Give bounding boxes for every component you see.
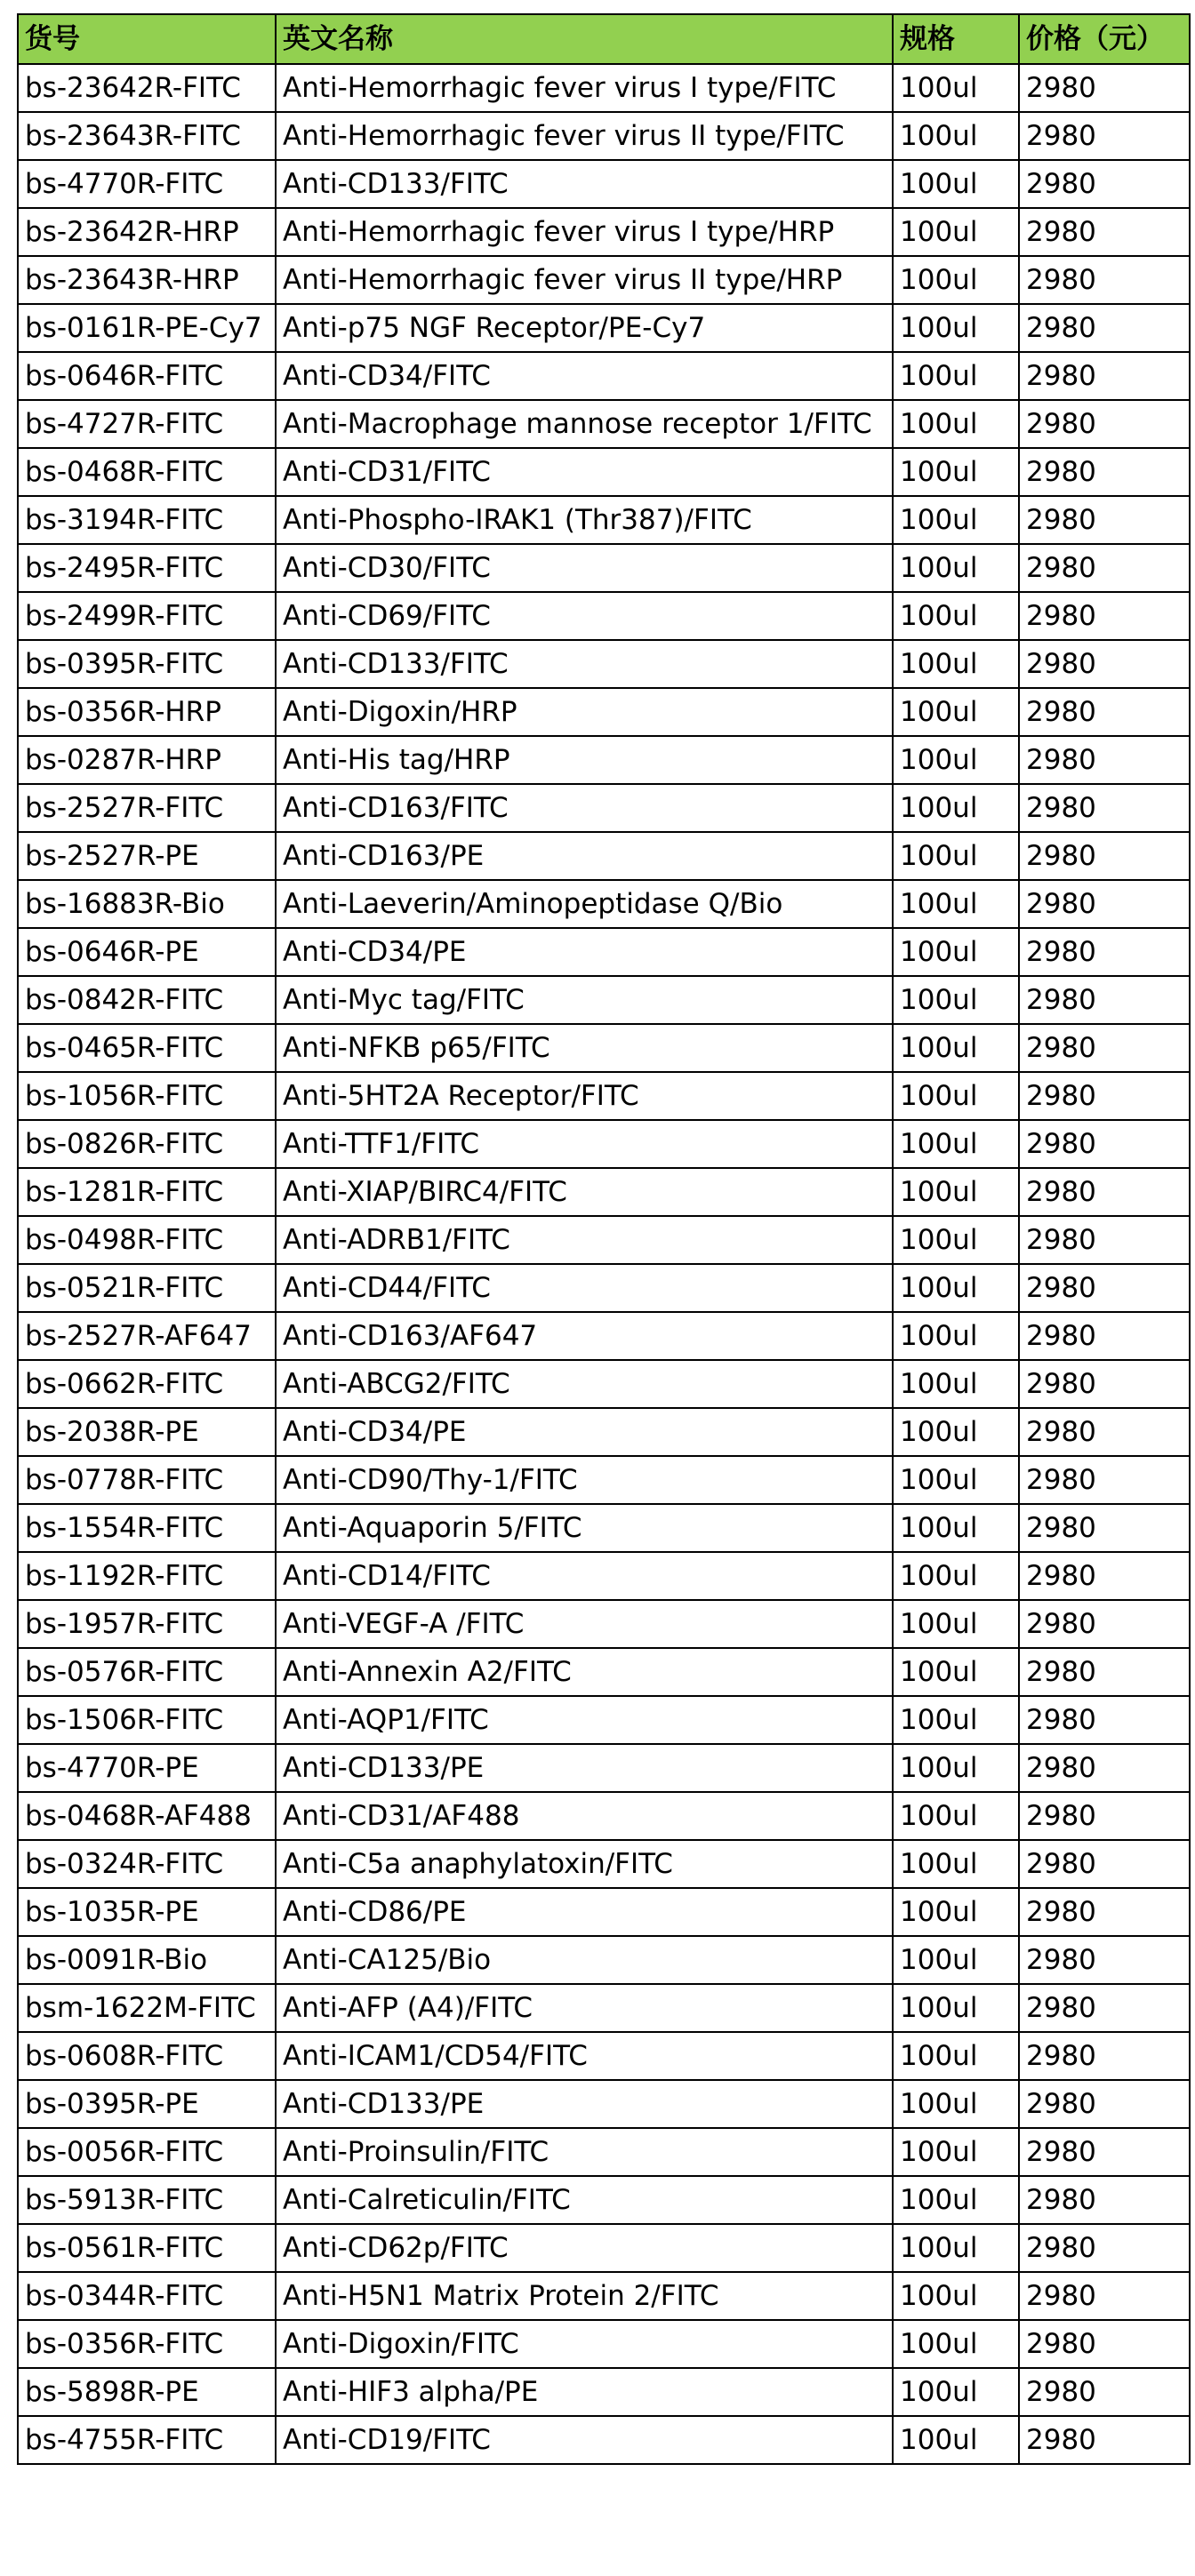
cell-catalog-number: bs-0561R-FITC: [18, 2224, 276, 2272]
table-row: [18, 2224, 1190, 2272]
cell-english-name: Anti-TTF1/FITC: [276, 1120, 893, 1168]
cell-specification: 100ul: [893, 1312, 1019, 1360]
cell-price: 2980: [1019, 1120, 1190, 1168]
cell-english-name: Anti-Hemorrhagic fever virus I type/FITC: [276, 64, 893, 112]
table-row: [18, 208, 1190, 256]
cell-english-name: Anti-5HT2A Receptor/FITC: [276, 1072, 893, 1120]
cell-price: 2980: [1019, 640, 1190, 688]
cell-specification: 100ul: [893, 2128, 1019, 2176]
cell-english-name: Anti-CD14/FITC: [276, 1552, 893, 1600]
cell-specification: 100ul: [893, 1792, 1019, 1840]
cell-english-name: Anti-AQP1/FITC: [276, 1696, 893, 1744]
table-row: [18, 1072, 1190, 1120]
table-row: [18, 2080, 1190, 2128]
cell-specification: 100ul: [893, 2176, 1019, 2224]
cell-catalog-number: bs-0608R-FITC: [18, 2032, 276, 2080]
cell-catalog-number: bs-3194R-FITC: [18, 496, 276, 544]
cell-catalog-number: bs-2527R-PE: [18, 832, 276, 880]
cell-english-name: Anti-CD34/FITC: [276, 352, 893, 400]
cell-price: 2980: [1019, 1552, 1190, 1600]
header-catalog-number: 货号: [18, 14, 276, 64]
cell-english-name: Anti-Hemorrhagic fever virus II type/HRP: [276, 256, 893, 304]
cell-catalog-number: bs-0287R-HRP: [18, 736, 276, 784]
cell-catalog-number: bs-5898R-PE: [18, 2368, 276, 2416]
cell-price: 2980: [1019, 976, 1190, 1024]
cell-specification: 100ul: [893, 880, 1019, 928]
cell-english-name: Anti-XIAP/BIRC4/FITC: [276, 1168, 893, 1216]
cell-english-name: Anti-ADRB1/FITC: [276, 1216, 893, 1264]
cell-catalog-number: bs-0091R-Bio: [18, 1936, 276, 1984]
cell-english-name: Anti-C5a anaphylatoxin/FITC: [276, 1840, 893, 1888]
cell-english-name: Anti-CD86/PE: [276, 1888, 893, 1936]
table-header: [18, 14, 1190, 64]
cell-catalog-number: bs-16883R-Bio: [18, 880, 276, 928]
cell-specification: 100ul: [893, 1504, 1019, 1552]
table-row: [18, 112, 1190, 160]
cell-english-name: Anti-ABCG2/FITC: [276, 1360, 893, 1408]
cell-catalog-number: bs-2499R-FITC: [18, 592, 276, 640]
cell-price: 2980: [1019, 1024, 1190, 1072]
cell-english-name: Anti-Myc tag/FITC: [276, 976, 893, 1024]
cell-specification: 100ul: [893, 1456, 1019, 1504]
cell-specification: 100ul: [893, 2032, 1019, 2080]
cell-english-name: Anti-CD44/FITC: [276, 1264, 893, 1312]
cell-price: 2980: [1019, 2272, 1190, 2320]
cell-catalog-number: bs-0356R-HRP: [18, 688, 276, 736]
cell-price: 2980: [1019, 1408, 1190, 1456]
cell-catalog-number: bs-0842R-FITC: [18, 976, 276, 1024]
cell-price: 2980: [1019, 1312, 1190, 1360]
table-row: [18, 1696, 1190, 1744]
cell-specification: 100ul: [893, 64, 1019, 112]
cell-price: 2980: [1019, 688, 1190, 736]
cell-english-name: Anti-CD19/FITC: [276, 2416, 893, 2464]
cell-specification: 100ul: [893, 448, 1019, 496]
cell-specification: 100ul: [893, 1360, 1019, 1408]
cell-catalog-number: bs-4770R-FITC: [18, 160, 276, 208]
cell-price: 2980: [1019, 2368, 1190, 2416]
cell-english-name: Anti-CD133/PE: [276, 2080, 893, 2128]
cell-catalog-number: bs-2527R-AF647: [18, 1312, 276, 1360]
cell-specification: 100ul: [893, 1024, 1019, 1072]
table-row: [18, 2272, 1190, 2320]
cell-specification: 100ul: [893, 2368, 1019, 2416]
cell-specification: 100ul: [893, 688, 1019, 736]
cell-specification: 100ul: [893, 592, 1019, 640]
table-row: [18, 976, 1190, 1024]
table-row: [18, 2176, 1190, 2224]
table-row: [18, 352, 1190, 400]
cell-english-name: Anti-CD133/PE: [276, 1744, 893, 1792]
cell-english-name: Anti-NFKB p65/FITC: [276, 1024, 893, 1072]
cell-specification: 100ul: [893, 736, 1019, 784]
table-row: [18, 1984, 1190, 2032]
header-row: [18, 14, 1190, 64]
cell-specification: 100ul: [893, 1744, 1019, 1792]
cell-catalog-number: bs-1957R-FITC: [18, 1600, 276, 1648]
cell-english-name: Anti-CD133/FITC: [276, 160, 893, 208]
cell-catalog-number: bs-0465R-FITC: [18, 1024, 276, 1072]
cell-specification: 100ul: [893, 1264, 1019, 1312]
cell-specification: 100ul: [893, 2416, 1019, 2464]
cell-specification: 100ul: [893, 112, 1019, 160]
cell-price: 2980: [1019, 1696, 1190, 1744]
cell-catalog-number: bs-23643R-FITC: [18, 112, 276, 160]
cell-price: 2980: [1019, 448, 1190, 496]
cell-specification: 100ul: [893, 1840, 1019, 1888]
cell-specification: 100ul: [893, 256, 1019, 304]
cell-price: 2980: [1019, 544, 1190, 592]
cell-price: 2980: [1019, 1264, 1190, 1312]
cell-catalog-number: bs-2038R-PE: [18, 1408, 276, 1456]
product-price-table: [17, 13, 1191, 2465]
cell-catalog-number: bs-0646R-FITC: [18, 352, 276, 400]
cell-english-name: Anti-CD31/AF488: [276, 1792, 893, 1840]
cell-catalog-number: bs-0646R-PE: [18, 928, 276, 976]
cell-price: 2980: [1019, 1168, 1190, 1216]
cell-english-name: Anti-His tag/HRP: [276, 736, 893, 784]
cell-english-name: Anti-Hemorrhagic fever virus II type/FITC: [276, 112, 893, 160]
table-row: [18, 1504, 1190, 1552]
table-row: [18, 1936, 1190, 1984]
cell-english-name: Anti-CD30/FITC: [276, 544, 893, 592]
table-body: [18, 64, 1190, 2464]
table-row: [18, 1600, 1190, 1648]
cell-price: 2980: [1019, 1456, 1190, 1504]
cell-english-name: Anti-Calreticulin/FITC: [276, 2176, 893, 2224]
cell-english-name: Anti-CD69/FITC: [276, 592, 893, 640]
cell-catalog-number: bs-0324R-FITC: [18, 1840, 276, 1888]
table-row: [18, 2128, 1190, 2176]
cell-english-name: Anti-CD34/PE: [276, 1408, 893, 1456]
cell-price: 2980: [1019, 496, 1190, 544]
cell-price: 2980: [1019, 64, 1190, 112]
cell-specification: 100ul: [893, 1216, 1019, 1264]
cell-specification: 100ul: [893, 1648, 1019, 1696]
cell-price: 2980: [1019, 1888, 1190, 1936]
table-row: [18, 1024, 1190, 1072]
cell-english-name: Anti-ICAM1/CD54/FITC: [276, 2032, 893, 2080]
cell-catalog-number: bs-0056R-FITC: [18, 2128, 276, 2176]
cell-price: 2980: [1019, 736, 1190, 784]
cell-price: 2980: [1019, 208, 1190, 256]
cell-english-name: Anti-Macrophage mannose receptor 1/FITC: [276, 400, 893, 448]
cell-english-name: Anti-Digoxin/FITC: [276, 2320, 893, 2368]
cell-price: 2980: [1019, 1504, 1190, 1552]
cell-price: 2980: [1019, 1216, 1190, 1264]
cell-specification: 100ul: [893, 928, 1019, 976]
cell-price: 2980: [1019, 832, 1190, 880]
table-row: [18, 2416, 1190, 2464]
cell-catalog-number: bs-0468R-FITC: [18, 448, 276, 496]
table-row: [18, 784, 1190, 832]
table-row: [18, 448, 1190, 496]
header-specification: 规格: [893, 14, 1019, 64]
cell-catalog-number: bs-4770R-PE: [18, 1744, 276, 1792]
cell-catalog-number: bs-1056R-FITC: [18, 1072, 276, 1120]
cell-specification: 100ul: [893, 544, 1019, 592]
cell-catalog-number: bs-0161R-PE-Cy7: [18, 304, 276, 352]
cell-price: 2980: [1019, 2224, 1190, 2272]
table-row: [18, 880, 1190, 928]
cell-english-name: Anti-CD62p/FITC: [276, 2224, 893, 2272]
cell-specification: 100ul: [893, 784, 1019, 832]
cell-specification: 100ul: [893, 496, 1019, 544]
table-row: [18, 592, 1190, 640]
table-row: [18, 1888, 1190, 1936]
cell-catalog-number: bs-0395R-FITC: [18, 640, 276, 688]
table-row: [18, 1216, 1190, 1264]
cell-catalog-number: bs-4727R-FITC: [18, 400, 276, 448]
cell-specification: 100ul: [893, 2320, 1019, 2368]
table-row: [18, 1168, 1190, 1216]
cell-catalog-number: bs-1035R-PE: [18, 1888, 276, 1936]
header-price: 价格（元）: [1019, 14, 1190, 64]
cell-catalog-number: bs-1506R-FITC: [18, 1696, 276, 1744]
cell-catalog-number: bs-0778R-FITC: [18, 1456, 276, 1504]
cell-catalog-number: bs-1281R-FITC: [18, 1168, 276, 1216]
cell-catalog-number: bs-0395R-PE: [18, 2080, 276, 2128]
cell-price: 2980: [1019, 592, 1190, 640]
table-row: [18, 2032, 1190, 2080]
cell-english-name: Anti-CD133/FITC: [276, 640, 893, 688]
cell-price: 2980: [1019, 2080, 1190, 2128]
cell-specification: 100ul: [893, 352, 1019, 400]
cell-specification: 100ul: [893, 2224, 1019, 2272]
table-row: [18, 640, 1190, 688]
cell-price: 2980: [1019, 1840, 1190, 1888]
cell-price: 2980: [1019, 2416, 1190, 2464]
cell-english-name: Anti-Annexin A2/FITC: [276, 1648, 893, 1696]
cell-english-name: Anti-p75 NGF Receptor/PE-Cy7: [276, 304, 893, 352]
cell-specification: 100ul: [893, 1408, 1019, 1456]
cell-catalog-number: bs-0521R-FITC: [18, 1264, 276, 1312]
table-row: [18, 160, 1190, 208]
cell-specification: 100ul: [893, 1984, 1019, 2032]
cell-english-name: Anti-CD163/PE: [276, 832, 893, 880]
table-row: [18, 1456, 1190, 1504]
cell-english-name: Anti-Aquaporin 5/FITC: [276, 1504, 893, 1552]
header-english-name: 英文名称: [276, 14, 893, 64]
cell-specification: 100ul: [893, 1072, 1019, 1120]
table-row: [18, 2368, 1190, 2416]
cell-price: 2980: [1019, 2176, 1190, 2224]
table-row: [18, 928, 1190, 976]
cell-specification: 100ul: [893, 1936, 1019, 1984]
cell-price: 2980: [1019, 1792, 1190, 1840]
table-row: [18, 2320, 1190, 2368]
cell-english-name: Anti-CD163/AF647: [276, 1312, 893, 1360]
cell-catalog-number: bs-23643R-HRP: [18, 256, 276, 304]
table-row: [18, 832, 1190, 880]
cell-price: 2980: [1019, 1744, 1190, 1792]
cell-price: 2980: [1019, 1600, 1190, 1648]
cell-catalog-number: bs-0498R-FITC: [18, 1216, 276, 1264]
cell-specification: 100ul: [893, 400, 1019, 448]
table-row: [18, 1312, 1190, 1360]
cell-price: 2980: [1019, 2032, 1190, 2080]
cell-price: 2980: [1019, 352, 1190, 400]
cell-catalog-number: bs-0344R-FITC: [18, 2272, 276, 2320]
table-row: [18, 1120, 1190, 1168]
table-row: [18, 1408, 1190, 1456]
cell-specification: 100ul: [893, 1168, 1019, 1216]
cell-english-name: Anti-CD90/Thy-1/FITC: [276, 1456, 893, 1504]
cell-english-name: Anti-Laeverin/Aminopeptidase Q/Bio: [276, 880, 893, 928]
cell-specification: 100ul: [893, 1696, 1019, 1744]
cell-specification: 100ul: [893, 640, 1019, 688]
table-row: [18, 1648, 1190, 1696]
cell-english-name: Anti-CD163/FITC: [276, 784, 893, 832]
cell-catalog-number: bs-0662R-FITC: [18, 1360, 276, 1408]
cell-price: 2980: [1019, 1072, 1190, 1120]
cell-english-name: Anti-Hemorrhagic fever virus I type/HRP: [276, 208, 893, 256]
cell-catalog-number: bs-2527R-FITC: [18, 784, 276, 832]
table-row: [18, 64, 1190, 112]
table-row: [18, 1360, 1190, 1408]
cell-english-name: Anti-CD31/FITC: [276, 448, 893, 496]
cell-catalog-number: bs-0576R-FITC: [18, 1648, 276, 1696]
cell-catalog-number: bs-0356R-FITC: [18, 2320, 276, 2368]
cell-catalog-number: bs-4755R-FITC: [18, 2416, 276, 2464]
table-row: [18, 688, 1190, 736]
cell-price: 2980: [1019, 2128, 1190, 2176]
cell-price: 2980: [1019, 1648, 1190, 1696]
cell-price: 2980: [1019, 1984, 1190, 2032]
table-row: [18, 1264, 1190, 1312]
cell-english-name: Anti-CA125/Bio: [276, 1936, 893, 1984]
cell-english-name: Anti-Digoxin/HRP: [276, 688, 893, 736]
cell-price: 2980: [1019, 400, 1190, 448]
cell-price: 2980: [1019, 2320, 1190, 2368]
cell-specification: 100ul: [893, 1600, 1019, 1648]
cell-specification: 100ul: [893, 304, 1019, 352]
cell-english-name: Anti-HIF3 alpha/PE: [276, 2368, 893, 2416]
table-row: [18, 496, 1190, 544]
cell-catalog-number: bs-0826R-FITC: [18, 1120, 276, 1168]
cell-catalog-number: bs-2495R-FITC: [18, 544, 276, 592]
cell-english-name: Anti-H5N1 Matrix Protein 2/FITC: [276, 2272, 893, 2320]
cell-specification: 100ul: [893, 976, 1019, 1024]
cell-specification: 100ul: [893, 1552, 1019, 1600]
cell-price: 2980: [1019, 304, 1190, 352]
cell-english-name: Anti-Phospho-IRAK1 (Thr387)/FITC: [276, 496, 893, 544]
cell-price: 2980: [1019, 1360, 1190, 1408]
cell-price: 2980: [1019, 1936, 1190, 1984]
cell-price: 2980: [1019, 928, 1190, 976]
cell-catalog-number: bs-5913R-FITC: [18, 2176, 276, 2224]
cell-english-name: Anti-Proinsulin/FITC: [276, 2128, 893, 2176]
cell-catalog-number: bs-23642R-HRP: [18, 208, 276, 256]
cell-specification: 100ul: [893, 832, 1019, 880]
table-row: [18, 1840, 1190, 1888]
cell-price: 2980: [1019, 160, 1190, 208]
cell-catalog-number: bs-23642R-FITC: [18, 64, 276, 112]
cell-specification: 100ul: [893, 1888, 1019, 1936]
cell-catalog-number: bs-1192R-FITC: [18, 1552, 276, 1600]
cell-price: 2980: [1019, 256, 1190, 304]
table-row: [18, 736, 1190, 784]
cell-specification: 100ul: [893, 160, 1019, 208]
cell-english-name: Anti-VEGF-A /FITC: [276, 1600, 893, 1648]
cell-price: 2980: [1019, 880, 1190, 928]
cell-english-name: Anti-CD34/PE: [276, 928, 893, 976]
cell-price: 2980: [1019, 112, 1190, 160]
cell-specification: 100ul: [893, 208, 1019, 256]
cell-catalog-number: bs-1554R-FITC: [18, 1504, 276, 1552]
table-row: [18, 304, 1190, 352]
cell-price: 2980: [1019, 784, 1190, 832]
table-row: [18, 1552, 1190, 1600]
table-row: [18, 1744, 1190, 1792]
table-row: [18, 256, 1190, 304]
table-row: [18, 1792, 1190, 1840]
table-row: [18, 400, 1190, 448]
table-row: [18, 544, 1190, 592]
cell-specification: 100ul: [893, 2080, 1019, 2128]
cell-specification: 100ul: [893, 2272, 1019, 2320]
cell-english-name: Anti-AFP (A4)/FITC: [276, 1984, 893, 2032]
cell-catalog-number: bs-0468R-AF488: [18, 1792, 276, 1840]
cell-catalog-number: bsm-1622M-FITC: [18, 1984, 276, 2032]
cell-specification: 100ul: [893, 1120, 1019, 1168]
